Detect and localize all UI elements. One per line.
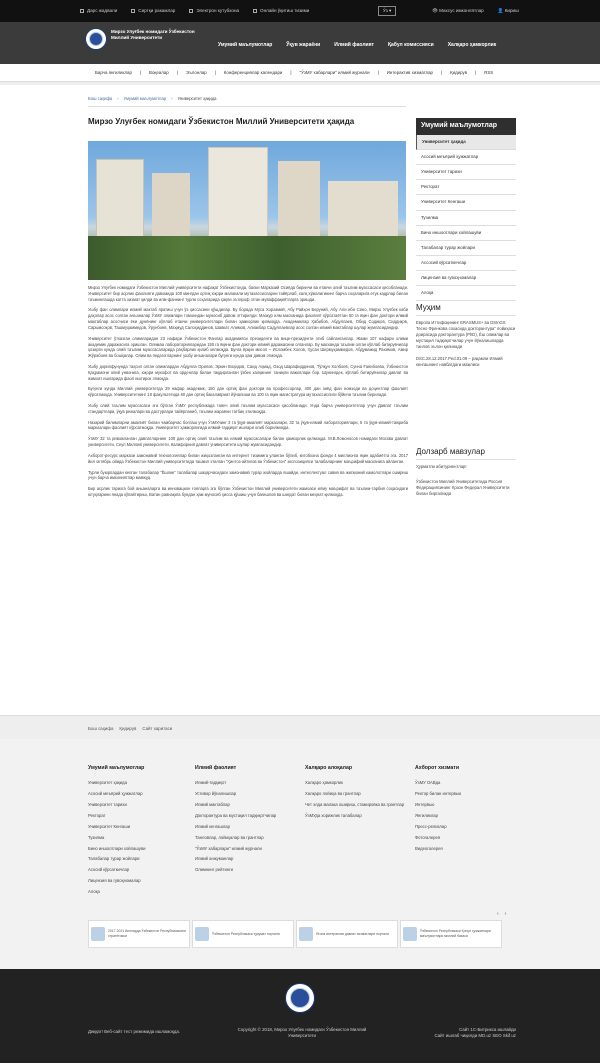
footer-link[interactable]: Илмий мактаблар <box>195 802 230 808</box>
bottom-search[interactable]: Қидирув <box>119 726 137 731</box>
important-date-text[interactable]: DSC.28.12.2017.Ped.01.09 – рақамли Илмий кенгашнинг навбатдаги мажлиси <box>416 356 503 368</box>
footer-link[interactable]: Пресс-релизлар <box>415 823 447 829</box>
top-bar <box>0 0 600 22</box>
university-logo[interactable] <box>85 28 107 50</box>
footer-link[interactable]: Халқаро ҳамкорлик <box>305 780 343 786</box>
paragraph: Мирзо Улуғбек номидаги Ўзбекистон Миллий университети нафақат Ўзбекистонда, балки Марказий Осиёда биринчи ва етакчи олий таълим муассасаси ҳисобланади. Университет бир асрлик фаолияти давомида 100 мингдан ортиқ юқори малакали мутахассисларни тайёрлаб, халқ хўжалигининг барча соҳаларига етук кадрлар билан таъминлашда катта хизмат қилди ва илм-фаннинг турли соҳаларида ҳақли эътироф этган муваффақиятларга эришди. <box>88 285 408 302</box>
carousel-next-icon[interactable]: › <box>504 911 507 917</box>
footer-link[interactable]: Фотогалерея <box>415 834 441 840</box>
login-link[interactable]: 👤 Кириш <box>497 8 519 13</box>
sidebar-item-rectorate[interactable]: Ректорат <box>416 180 516 195</box>
footer-link[interactable]: Асосий кўрсаткичлар <box>88 867 130 873</box>
university-name[interactable]: Мирзо Улуғбек номидаги Ўзбекистон Миллий Университети <box>111 29 195 40</box>
footer-link[interactable]: Лицензия ва гувоҳномалар <box>88 878 141 884</box>
numbers-label[interactable]: Сиртқи ракамлар <box>138 8 176 13</box>
crumb-general[interactable]: Умумий маълумотлар <box>123 96 167 101</box>
sidebar-item-history[interactable]: Университет тарихи <box>416 165 516 180</box>
crumb-sep: › <box>117 96 119 101</box>
nav-research[interactable]: Илмий фаолият <box>334 42 374 48</box>
nav-study[interactable]: Ўқув жараёни <box>286 42 321 48</box>
crumb-sep: › <box>171 96 173 101</box>
copyright: Copyright © 2018, Мирзо Улуғбек номидаги Ўзбекистон Миллий Университети <box>237 1027 367 1038</box>
footer-link[interactable]: ЎзМУ ОАВда <box>415 780 441 786</box>
bottom-home[interactable]: Бош саҳифа <box>88 726 114 731</box>
divider <box>88 106 406 107</box>
partner-label: Ўзбекистон Республикаси ҳукумат портали <box>212 931 280 936</box>
partner-label: 2017-2021 йилларда Ўзбекистон Республикасини стратегияси <box>108 929 186 938</box>
sidebar-item-buildings[interactable]: Бино иншоотлари хойлашуви <box>416 226 516 241</box>
subnav-sep: | <box>290 70 292 75</box>
test-mode-notice: Диққат! Веб-сайт тест режимида ишламоқда. <box>88 1029 181 1034</box>
language-select[interactable]: Ўз ▾ <box>378 6 396 16</box>
subnav-all-news[interactable]: Барча янгиликлар <box>95 70 132 75</box>
sidebar-item-contact[interactable]: Алоқа <box>416 286 516 301</box>
carousel-prev-icon[interactable]: ‹ <box>497 911 499 917</box>
sidebar-item-about[interactable]: Университет ҳақида <box>416 135 516 150</box>
university-building-photo <box>88 141 406 280</box>
footer-link[interactable]: Олимнинг рейтинги <box>195 867 233 873</box>
footer-col-title: Халқаро алоқалар <box>305 765 353 771</box>
partner-banners <box>88 920 502 948</box>
calendar-icon <box>80 9 84 13</box>
nav-general[interactable]: Умумий маълумотлар <box>218 42 273 48</box>
footer-link[interactable]: Устивор йўналишлар <box>195 791 237 797</box>
paragraph: Бир асрлик тарихга бой аньаналарга ва инновацион ғояларга эга бўлган Ўзбекистон Миллий университети жамоаси илму маърифат ва таълим-тарбия соҳасидаги ютуқларини янада кўпайтириш, Ватан равнақига бундан ҳам муносиб ҳисса қўшиш учун бағишлов ва шиҳҳат билан меҳнат қилмоқда. <box>88 486 408 497</box>
footer-link[interactable]: Талабалар турар жойлари <box>88 856 140 862</box>
subnav-sep: | <box>440 70 443 75</box>
footer-link[interactable]: Университет тарихи <box>88 802 127 808</box>
sub-nav <box>0 64 600 82</box>
top-links <box>80 8 309 14</box>
laptop-icon <box>253 9 257 13</box>
divider <box>416 459 516 460</box>
partner-logo-icon <box>91 927 105 941</box>
book-icon <box>189 9 193 13</box>
online-learning-link[interactable] <box>253 8 309 14</box>
footer-link[interactable]: Танловлар, лойиҳалар ва грантлар <box>195 834 264 840</box>
footer-col-title: Ахборот хизмати <box>415 765 460 771</box>
footer-link[interactable]: Университет ҳақида <box>88 780 127 786</box>
partner-logo-icon <box>195 927 209 941</box>
important-text[interactable]: Европа Иттифоқининг ERASMUS+ ва DSInGS Тесно Френкова сохасида докторантура" лойиҳаси доирасида докторантура (PhD), Ёш олимлар ва мустақил тадқиқотчилар учун йўналишларда танлов эълон қилинади <box>416 320 516 350</box>
carousel-controls <box>497 911 506 918</box>
subnav-sep: | <box>377 70 379 75</box>
developer-credit[interactable]: Сайт ишлаб чиқилди MD.uz SEO Skif.uz <box>434 1032 516 1038</box>
subnav-events[interactable]: Воқеалар <box>149 70 169 75</box>
nav-admission[interactable]: Қабул комиссияси <box>387 42 434 48</box>
topical-item[interactable]: Ўзбекистон Миллий Университетида Россия Федерациясининг Қозон Федерал Университети билан биргаликда <box>416 479 510 497</box>
topical-item[interactable]: Ҳурматли абитуриентлар! <box>416 464 467 469</box>
divider <box>0 82 600 85</box>
partner-banner[interactable] <box>296 920 398 948</box>
footer-link[interactable]: Халқаро лойиҳа ва грантлар <box>305 791 361 797</box>
footer-link[interactable]: Университет Кенгаши <box>88 823 131 829</box>
footer-link[interactable]: Видеогалерея <box>415 845 443 851</box>
bottom-sitemap[interactable]: Сайт харитаси <box>142 726 173 731</box>
footer-link[interactable]: Илмий-тадқиқот <box>195 780 227 786</box>
sidebar-item-structure[interactable]: Тузилма <box>416 211 516 226</box>
sidebar-item-documents[interactable]: Асосий меъёрий ҳужжатлар <box>416 150 516 165</box>
schedule-link[interactable] <box>80 8 117 14</box>
subnav-interactive[interactable]: Интерактив хизматлар <box>386 70 433 75</box>
subnav-conferences[interactable]: Конференциялар календари <box>223 70 283 75</box>
paragraph: Ушбу дорилфунунда таҳсил олган олимлардан Абдулла Орипов, Эркин Воҳидов, Саид Аҳмад, Озод Шарафиддинов, Тўлқун Холбоев, Сунна Ғанибоева, Ўзбекистон Қаҳрамони олий унвонига, юқори мукофот ва орденлар билан тақдирланган ўзбек халқининг таниқли вакиллари бор. Шунингдек, кўплаб битирувчилар давлат ва жамоат ишларида фаол иштирок этмоқда. <box>88 363 408 381</box>
footer-link[interactable]: Бино иншоотлари хойлашуви <box>88 845 146 851</box>
footer-col-international <box>305 765 405 824</box>
crumb-current: Университет ҳақида <box>177 96 217 101</box>
partner-logo-icon <box>299 927 313 941</box>
partner-banner[interactable] <box>192 920 294 948</box>
paragraph: Ушбу фан олимлари илмий мактаб яратиш учун ўз ҳиссасини қўшдилар. Бу борада Муса Хоразмий, Абу Райҳон Беруний, Абу Али ибн Сино, Мирзо Улуғбек каби даҳолар асос солган анъаналар ЎзМУ олимлари томонидан муносиб давом эттирилди. Мазкур илм масканида фаолият кўрсатаётган 50 га яқин фан доктори илмий мактаблар асосчиси ёки дунёнинг кўплаб етакчи университетлари билан ҳамкорлик қилмоқда. Академиклар Ҳабибов, Абдуллаев, Обид Содиқов, Сиддиқов, Сарымсоқов, Ташмуҳаммедов, Ўрунбоев, Маҳмуд Салоҳиддинов, Шавкат Алимов, Алиакбар Садуллаевлар асос солган илмий мактаблар шулар жумласидандир. <box>88 307 408 330</box>
footer-link[interactable]: Интервью <box>415 802 435 808</box>
partner-label: Ягона интерактив давлат хизматлари портали <box>316 931 389 936</box>
sidebar-item-dormitories[interactable]: Талабалар турар жойлари <box>416 241 516 256</box>
sidebar-item-licenses[interactable]: Лицензия ва гувоҳномалар <box>416 271 516 286</box>
footer-link[interactable]: Илмий кенгашлар <box>195 823 230 829</box>
sidebar-title: Умумий маълумотлар <box>416 118 516 135</box>
footer-link[interactable]: Алоқа <box>88 889 100 895</box>
library-link[interactable] <box>189 8 239 14</box>
footer-col-research <box>195 765 295 878</box>
important-title: Муҳим <box>416 303 441 312</box>
subnav-sep: | <box>139 70 142 75</box>
site-credits <box>428 1027 516 1039</box>
footer-col-general <box>88 765 188 900</box>
sidebar <box>416 118 516 301</box>
subnav-announcements[interactable]: Эълонлар <box>185 70 207 75</box>
subnav-search[interactable]: Қидирув <box>450 70 468 75</box>
chart-icon <box>131 9 135 13</box>
partner-logo-icon <box>403 927 417 941</box>
footer-link[interactable]: Ректор билан интервью <box>415 791 462 797</box>
numbers-link[interactable] <box>131 8 175 14</box>
bottom-nav <box>0 715 600 739</box>
footer-link[interactable]: Ректорат <box>88 812 106 818</box>
footer-col-title: Умумий маълумотлар <box>88 765 145 771</box>
schedule-label[interactable]: Дарс жадвали <box>87 8 118 13</box>
footer-link[interactable]: Тузилма <box>88 834 105 840</box>
main-nav <box>218 42 496 49</box>
accessibility-link[interactable]: 👁 Махсус имконлятлар <box>432 8 484 13</box>
footer-col-title: Илмий фаолият <box>195 765 237 771</box>
partner-banner[interactable] <box>88 920 190 948</box>
footer-col-info <box>415 765 515 856</box>
topical-title: Долзарб мавзулар <box>416 447 485 456</box>
sidebar-item-council[interactable]: Университет Кенгаши <box>416 195 516 210</box>
crumb-home[interactable]: Бош саҳифа <box>88 96 113 101</box>
accessibility-label[interactable]: Махсус имконлятлар <box>439 8 484 13</box>
footer-link[interactable]: Докторантура ва мустақил тадқиқотчилар <box>195 812 277 818</box>
paragraph: Ушбу олий таълим муассасаси эга бўлган ЎзМУ республикада таянч олий таълим муассасаси ҳисобланади. Унда барча университетлар учун Давлат таълим стандартлари, ўқув режалари ва дастурлари тайёрланиб, таълим жараёни татбиқ этилмоқда. <box>88 403 408 414</box>
page-title: Мирзо Улуғбек номидаги Ўзбекистон Миллий Университети ҳақида <box>88 117 355 126</box>
subnav-journal[interactable]: "ЎзМУ хабарлари" илмий журнали <box>299 70 370 75</box>
breadcrumb <box>88 96 216 102</box>
divider <box>416 315 516 316</box>
paragraph: Бугунги кунда Миллий университетда 29 нафар академик, 150 дан ортиқ фан доктори ва профессорлар, 400 дан зиёд фан номзоди ва доцентлар фаолият кўрсатмоқда. Университетнинг 18 факультетида 60 дан ортиқ бакалавриат йўналиши ва 100 га яқин магистратура мутахассислиги бўйича таълим берилади. <box>88 386 408 398</box>
bitrix-credit[interactable]: Сайт 1С-Битрикса ишлайди <box>459 1027 516 1032</box>
paragraph: Ахборот-ресурс маркази замонавий технологиялар билан жиҳозланган ва интернет тизимига уланган бўлиб, китобхона фонди 4 миллионга яқин адабиётга эга. 2017 йил октябрь ойида Ўзбекистон Миллий университетида ташкил этилган "Ҳинтоз-айтиғов ва Ўзбекистон" экспозицияси талабаларнинг маърифий масканига айланган. <box>88 452 408 464</box>
partner-label: Ўзбекистон Республикаси Қонун ҳужжатлари маълумотлари миллий базаси <box>420 929 491 938</box>
subnav-sep: | <box>214 70 216 75</box>
footer-link[interactable]: Чет элда малака ошириш, стажировка ва грантлар <box>305 802 405 808</box>
article-body <box>88 285 408 503</box>
subnav-sep: | <box>475 70 477 75</box>
footer-link[interactable]: Илмий анжуманлар <box>195 856 234 862</box>
footer-link[interactable]: Янгиликлар <box>415 812 438 818</box>
partner-banner[interactable] <box>400 920 502 948</box>
paragraph: ЎзМУ 32 та ривожланган давлатларнинг 100 дан ортиқ олий таълим ва илмий муассасалари билан ҳамкорлик қилмоқда. М.В.Ломоносов номидаги Москва давлат университети, Сеул Миллий университети, Калифорния давлат университети шулар жумласидандир. <box>88 436 408 448</box>
subnav-rss[interactable]: RSS <box>484 70 494 75</box>
footer-logo[interactable] <box>285 983 315 1013</box>
paragraph: Назарий билимларни амалиёт билан чамбарчас боғлаш учун ЎзМУнинг 3 та ўқув-амалиёт марказлари, 32 та ўқув-илмий лабораториялари, 5 та ўқув-илмий-тажриба марказлари фаолият кўрсатмоқда. Университет ҳамкорлигида илмий-тадқиқот ишлари олиб борилмоқда. <box>88 419 408 431</box>
subnav-sep: | <box>176 70 178 75</box>
language-value: Ўз <box>383 8 388 13</box>
sidebar-item-indicators[interactable]: Ассосий кўрсаткичлар <box>416 256 516 271</box>
footer-link[interactable]: "ЎзМУ хабарлари" илмий журнали <box>195 845 262 851</box>
login-label[interactable]: Кириш <box>504 8 519 13</box>
footer-link[interactable]: ЎзМУда хорижлик талабалар <box>305 812 362 818</box>
online-learning-label[interactable]: Онлайн ўқитиш тизими <box>260 8 310 13</box>
nav-international[interactable]: Халқаро ҳамкорлик <box>447 42 497 48</box>
paragraph: Турли буюрлардан келган талабалар "Ёшлик" талабалар шаҳарчасидаги замонавий турар жойларда яшайди, интеллектуал савия ва жисмоний камолотлари ошириш учун барча имкониятлар мавжуд. <box>88 469 408 481</box>
library-label[interactable]: Электрон кутубхона <box>196 8 240 13</box>
paragraph: Университет ўтказган олимларидан 23 нафари Ўзбекистон Фанлар академияси президенти ва вице-президенти этиб сайланганлар. Жами 107 нафари олими академик даражасига эришган. Олимаа лабораторияларидан 150 га яқини фан доктори илмий даражасини олганлар. Бу масканда таълим олган кўплаб битирувчилар ҳозирги кунда олий таълим муассасаларида раҳбарлик қилиб келмоқда. Бунга ёрқин мисол – Исломбек Холов, Ҳусан Шермуҳаммедов, Абдумажид Рахимов, Амир Жўрабоев ва бошқалар. Олим ва педагогларнинг ушбу анъаналари бугунги кунда ҳам давом этмоқда. <box>88 335 408 359</box>
footer-link[interactable]: Асосий меъёрий ҳужжатлар <box>88 791 143 797</box>
